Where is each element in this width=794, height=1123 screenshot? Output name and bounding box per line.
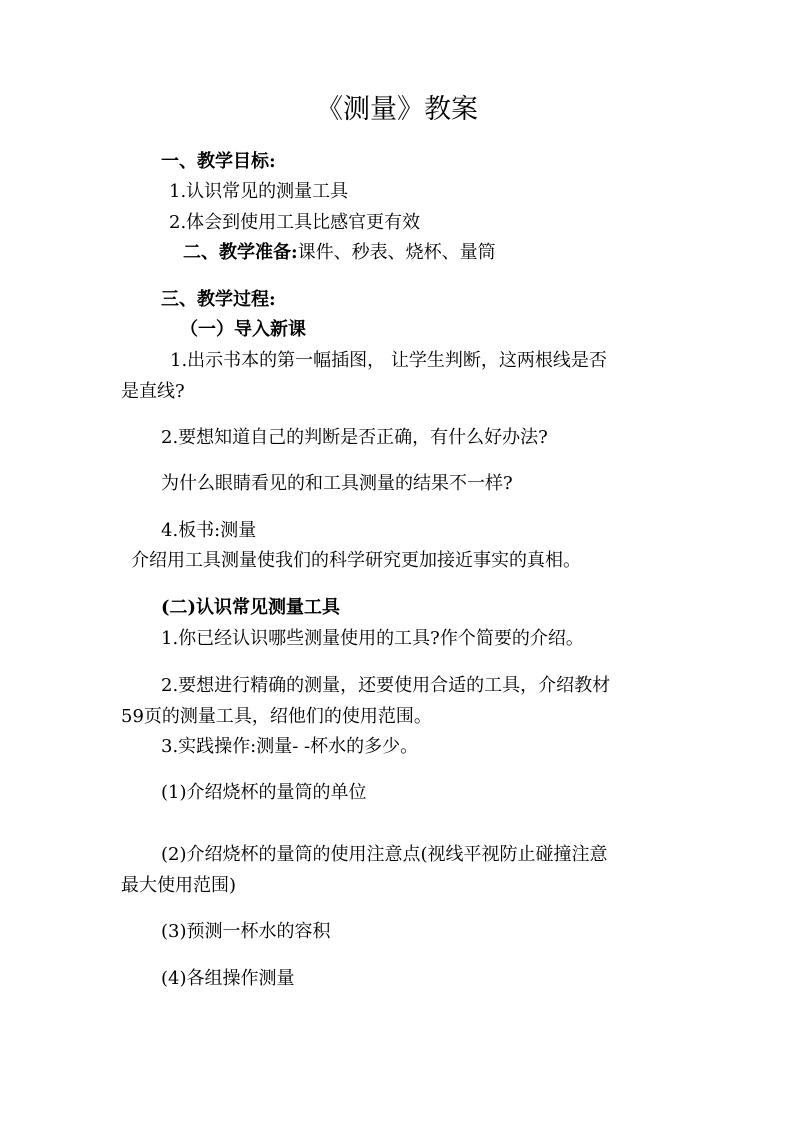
- section-1-heading: 一、教学目标:: [161, 151, 276, 172]
- paragraph-3: 为什么眼睛看见的和工具测量的结果不一样?: [161, 473, 513, 494]
- item-q3-2-line-2: 最大使用范围): [121, 875, 237, 896]
- objective-item-1: 1.认识常见的测量工具: [169, 181, 349, 202]
- item-q3-2-line-1: (2)介绍烧杯的量筒的使用注意点(视线平视防止碰撞注意: [161, 844, 608, 865]
- objective-item-2: 2.体会到使用工具比感官更有效: [169, 212, 421, 233]
- paragraph-1-line-1: 1.出示书本的第一幅插图， 让学生判断，这两根线是否: [170, 350, 607, 371]
- item-q3: 3.实践操作:测量- -杯水的多少。: [161, 736, 419, 757]
- paragraph-2: 2.要想知道自己的判断是否正确，有什么好办法?: [161, 427, 548, 448]
- paragraph-5: 介绍用工具测量使我们的科学研究更加接近事实的真相。: [131, 550, 581, 571]
- item-q1: 1.你已经认识哪些测量使用的工具?作个简要的介绍。: [161, 628, 584, 649]
- item-q2-line-2: 59页的测量工具，绍他们的使用范围。: [121, 706, 432, 727]
- item-q3-3: (3)预测一杯水的容积: [161, 921, 331, 942]
- item-q3-1: (1)介绍烧杯的量筒的单位: [161, 782, 367, 803]
- paragraph-1-line-2: 是直线?: [121, 381, 185, 402]
- item-q3-4: (4)各组操作测量: [161, 968, 295, 989]
- section-2-text: 课件、秒表、烧杯、量筒: [297, 242, 496, 263]
- section-2-heading: 二、教学准备:: [183, 242, 298, 263]
- section-2: [183, 241, 496, 265]
- subsection-2-heading: (二)认识常见测量工具: [161, 597, 341, 618]
- paragraph-4: 4.板书:测量: [161, 520, 257, 541]
- item-q2-line-1: 2.要想进行精确的测量，还要使用合适的工具，介绍教材: [161, 675, 611, 696]
- subsection-1-heading: （一）导入新课: [180, 319, 306, 340]
- page-title: 《测量》教案: [316, 94, 478, 125]
- section-3-heading: 三、教学过程:: [161, 289, 276, 310]
